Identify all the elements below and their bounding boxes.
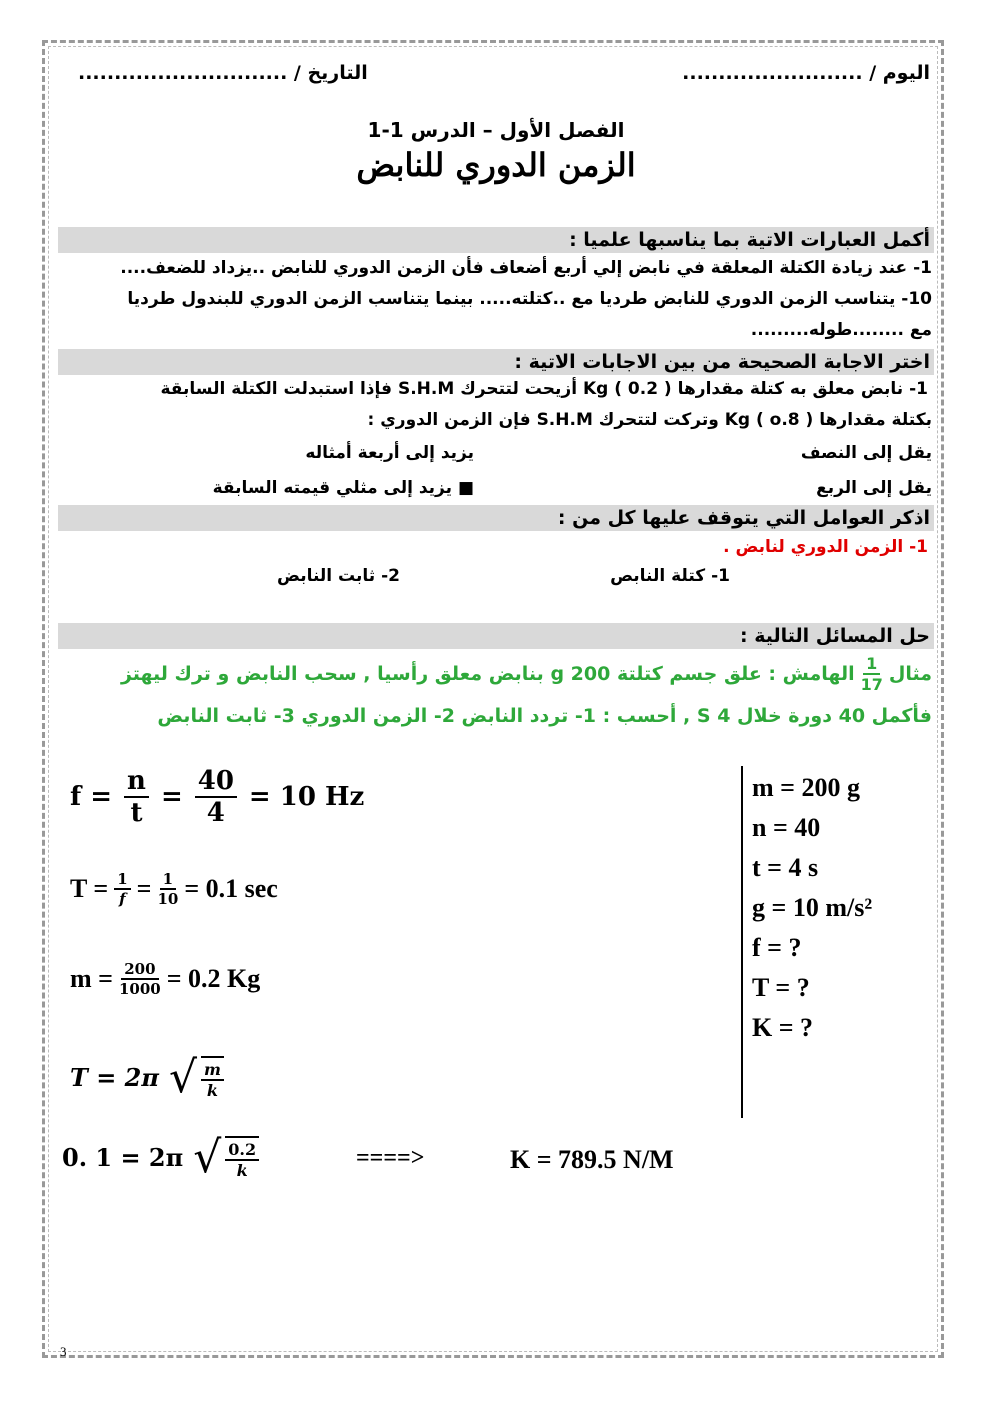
section-heading-factors: اذكر العوامل التي يتوقف عليها كل من : <box>58 505 934 531</box>
section-heading-problems: حل المسائل التالية : <box>58 623 934 649</box>
option-4-selected: ■ يزيد إلى مثلي قيمته السابقة <box>212 478 474 498</box>
date-field: التاريخ / ............................. <box>78 62 368 84</box>
mass-conversion: m = $\frac{200}{1000}$ = 0.2 Kg <box>70 960 261 998</box>
frequency-equation: f = $\frac{n}{t}$ = $\frac{40}{4}$ = 10 Hz <box>70 766 365 828</box>
day-field: اليوم / ......................... <box>682 62 930 84</box>
section-heading-choose: اختر الاجابة الصحيحة من بين الاجابات الاتية : <box>58 349 934 375</box>
spring-constant-calc: 0. 1 = 2π √ $\frac{0.2}{k}$ <box>62 1132 259 1183</box>
given-item: m = 200 g <box>752 773 860 802</box>
section-heading-complete: أكمل العبارات الاتية بما يناسبها علميا : <box>58 227 934 253</box>
page-number: 3 <box>60 1344 67 1359</box>
given-item: n = 40 <box>752 813 821 842</box>
factor-mass: 1- كتلة النابص <box>610 566 730 586</box>
margin-fraction: $\frac{1}{17}$ <box>860 654 883 694</box>
lesson-label: الفصل الأول – الدرس 1-1 <box>367 118 625 142</box>
factor-constant: 2- ثابت النابض <box>277 566 400 586</box>
choice-question-line-1: 1- نابض معلق به كتلة مقدارها Kg ( 0.2 ) أزيحت لتتحرك S.H.M فإذا استبدلت الكتلة السابقة <box>160 379 928 399</box>
given-item: g = 10 m/s² <box>752 893 873 922</box>
page-title: الزمن الدوري للنابض <box>356 146 636 184</box>
period-equation: T = $\frac{1}{f}$ = $\frac{1}{10}$ = 0.1 sec <box>70 870 278 908</box>
given-item: K = ? <box>752 1013 814 1042</box>
spring-constant-answer: K = 789.5 N/M <box>510 1145 674 1174</box>
example-line-2: فأكمل 40 دورة خلال 4 S , أحسب : 1- تردد النابض 2- الزمن الدوري 3- ثابت النابض <box>157 705 932 727</box>
option-3: يقل إلى الربع <box>816 478 932 498</box>
choice-question-line-2: بكتلة مقدارها Kg ( o.8 ) وتركت لتتحرك S.H.M فإن الزمن الدوري : <box>367 410 932 430</box>
example-line-1: مثال $\frac{1}{17}$ الهامش : علق جسم كتلتة 200 g بنابض معلق رأسيا , سحب النابض و ترك ليهتز <box>120 654 932 694</box>
factors-item: 1- الزمن الدوري لنابض . <box>723 537 928 557</box>
arrow: ====> <box>356 1145 425 1171</box>
option-2: يزيد إلى أربعة أمثاله <box>305 443 474 463</box>
givens-list <box>752 768 872 1048</box>
given-item: t = 4 s <box>752 853 819 882</box>
period-formula: T = 2π √ $\frac{m}{k}$ <box>70 1052 224 1103</box>
complete-line-2: 10- يتناسب الزمن الدوري للنابض طرديا مع ..كتلته..... بينما يتناسب الزمن الدوري للبندول طرديا <box>127 289 932 309</box>
complete-line-3: مع ........طوله......... <box>750 320 932 340</box>
option-1: يقل إلى النصف <box>800 443 932 463</box>
givens-divider <box>741 766 743 1118</box>
given-item: f = ? <box>752 933 802 962</box>
complete-line-1: 1- عند زيادة الكتلة المعلقة في نابض إلي أربع أضعاف فأن الزمن الدوري للنابض ..يزداد للضعف.... <box>120 258 932 278</box>
option-checkbox-filled: ■ <box>457 478 474 498</box>
given-item: T = ? <box>752 973 810 1002</box>
